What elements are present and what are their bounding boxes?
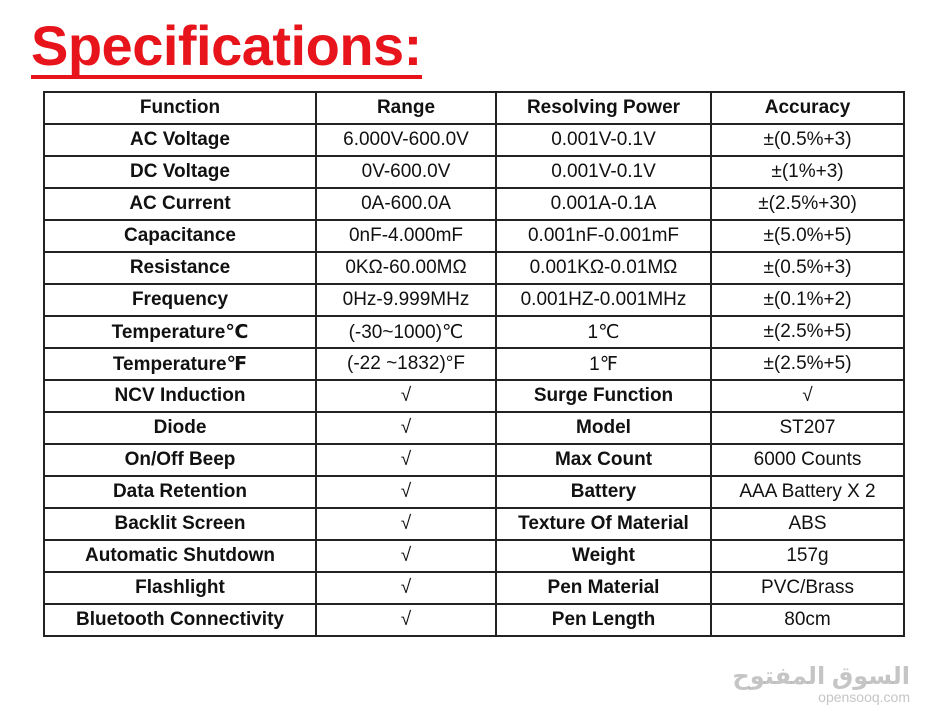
value-cell: ST207: [711, 412, 904, 444]
watermark: [732, 665, 910, 706]
header-range: Range: [316, 92, 496, 124]
spec-cell: Weight: [496, 540, 711, 572]
specifications-table: [43, 91, 905, 637]
feature-cell: NCV Induction: [44, 380, 316, 412]
table-row: [44, 540, 904, 572]
check-cell: √: [316, 572, 496, 604]
function-cell: Temperature℉: [44, 348, 316, 380]
resolving-cell: 1℉: [496, 348, 711, 380]
check-cell: √: [316, 604, 496, 636]
check-cell: √: [316, 508, 496, 540]
value-cell: 6000 Counts: [711, 444, 904, 476]
table-row: [44, 348, 904, 380]
table-header-row: [44, 92, 904, 124]
range-cell: 0V-600.0V: [316, 156, 496, 188]
value-cell: √: [711, 380, 904, 412]
table-row: [44, 220, 904, 252]
table-row: [44, 188, 904, 220]
range-cell: (-22 ~1832)°F: [316, 348, 496, 380]
resolving-cell: 0.001KΩ-0.01MΩ: [496, 252, 711, 284]
table-row: [44, 380, 904, 412]
watermark-arabic: السوق المفتوح: [732, 663, 910, 691]
accuracy-cell: ±(2.5%+30): [711, 188, 904, 220]
feature-cell: Data Retention: [44, 476, 316, 508]
table-row: [44, 284, 904, 316]
feature-cell: Diode: [44, 412, 316, 444]
spec-cell: Pen Material: [496, 572, 711, 604]
spec-cell: Texture Of Material: [496, 508, 711, 540]
check-cell: √: [316, 380, 496, 412]
spec-cell: Pen Length: [496, 604, 711, 636]
feature-cell: Automatic Shutdown: [44, 540, 316, 572]
range-cell: 0A-600.0A: [316, 188, 496, 220]
value-cell: ABS: [711, 508, 904, 540]
resolving-cell: 0.001HZ-0.001MHz: [496, 284, 711, 316]
table-row: [44, 476, 904, 508]
check-cell: √: [316, 444, 496, 476]
function-cell: Capacitance: [44, 220, 316, 252]
resolving-cell: 0.001A-0.1A: [496, 188, 711, 220]
function-cell: DC Voltage: [44, 156, 316, 188]
resolving-cell: 1℃: [496, 316, 711, 348]
function-cell: AC Voltage: [44, 124, 316, 156]
function-cell: AC Current: [44, 188, 316, 220]
resolving-cell: 0.001V-0.1V: [496, 124, 711, 156]
table-row: [44, 572, 904, 604]
value-cell: AAA Battery X 2: [711, 476, 904, 508]
range-cell: 0nF-4.000mF: [316, 220, 496, 252]
feature-cell: Flashlight: [44, 572, 316, 604]
feature-cell: Bluetooth Connectivity: [44, 604, 316, 636]
header-function: Function: [44, 92, 316, 124]
range-cell: (-30~1000)℃: [316, 316, 496, 348]
function-cell: Resistance: [44, 252, 316, 284]
spec-cell: Surge Function: [496, 380, 711, 412]
check-cell: √: [316, 540, 496, 572]
accuracy-cell: ±(0.5%+3): [711, 124, 904, 156]
accuracy-cell: ±(0.5%+3): [711, 252, 904, 284]
accuracy-cell: ±(2.5%+5): [711, 348, 904, 380]
accuracy-cell: ±(2.5%+5): [711, 316, 904, 348]
table-row: [44, 252, 904, 284]
header-accuracy: Accuracy: [711, 92, 904, 124]
resolving-cell: 0.001nF-0.001mF: [496, 220, 711, 252]
table-row: [44, 124, 904, 156]
spec-cell: Model: [496, 412, 711, 444]
function-cell: Temperature℃: [44, 316, 316, 348]
range-cell: 6.000V-600.0V: [316, 124, 496, 156]
range-cell: 0KΩ-60.00MΩ: [316, 252, 496, 284]
header-resolving-power: Resolving Power: [496, 92, 711, 124]
table-row: [44, 156, 904, 188]
page-title: Specifications:: [31, 14, 422, 77]
feature-cell: On/Off Beep: [44, 444, 316, 476]
table-row: [44, 604, 904, 636]
table-row: [44, 508, 904, 540]
watermark-latin: opensooq.com: [818, 689, 910, 706]
value-cell: 157g: [711, 540, 904, 572]
value-cell: PVC/Brass: [711, 572, 904, 604]
spec-cell: Max Count: [496, 444, 711, 476]
table-row: [44, 444, 904, 476]
check-cell: √: [316, 412, 496, 444]
table-row: [44, 412, 904, 444]
accuracy-cell: ±(1%+3): [711, 156, 904, 188]
value-cell: 80cm: [711, 604, 904, 636]
check-cell: √: [316, 476, 496, 508]
accuracy-cell: ±(0.1%+2): [711, 284, 904, 316]
resolving-cell: 0.001V-0.1V: [496, 156, 711, 188]
function-cell: Frequency: [44, 284, 316, 316]
feature-cell: Backlit Screen: [44, 508, 316, 540]
table-row: [44, 316, 904, 348]
accuracy-cell: ±(5.0%+5): [711, 220, 904, 252]
spec-cell: Battery: [496, 476, 711, 508]
range-cell: 0Hz-9.999MHz: [316, 284, 496, 316]
